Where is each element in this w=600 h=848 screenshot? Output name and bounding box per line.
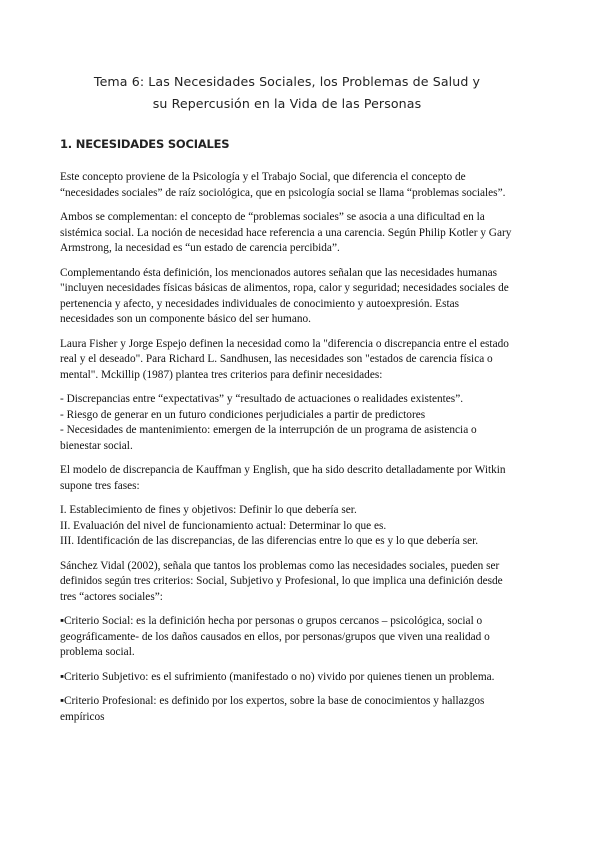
paragraph-fisher: Laura Fisher y Jorge Espejo definen la necesidad como la "diferencia o discrepancia entre el estado real y el deseado". Para Richard L. Sandhusen, las necesidades son "estados de carencia física o mental". Mckillip (1987) plantea tres criterios para definir necesidades: [60,337,509,381]
title-line-2: su Repercusión en la Vida de las Personas [152,96,422,111]
document-title [60,71,514,115]
list-item: - Necesidades de mantenimiento: emergen de la interrupción de un programa de asistencia o bienestar social. [60,424,477,452]
paragraph-complement: Ambos se complementan: el concepto de “problemas sociales” se asocia a una dificultad en la sistémica social. La noción de necesidad hace referencia a una carencia. Según Philip Kotler y Gary Armstrong, la necesidad es “un estado de carencia percibida”. [60,211,512,254]
criterion-subjective: ▪Criterio Subjetivo: es el sufrimiento (manifestado o no) vivido por quienes tienen un problema. [60,670,495,683]
list-item: II. Evaluación del nivel de funcionamiento actual: Determinar lo que es. [60,519,387,532]
criteria-list [60,392,514,454]
paragraph-sanchez: Sánchez Vidal (2002), señala que tantos los problemas como las necesidades sociales, pueden ser definidos según tres criterios: Social, Subjetivo y Profesional, lo que implica una definición desde tres “actores sociales”: [60,559,503,603]
document-body [60,170,514,725]
list-item: III. Identificación de las discrepancias, de las diferencias entre lo que es y lo que debería ser. [60,535,479,547]
paragraph-model: El modelo de discrepancia de Kauffman y English, que ha sido descrito detalladamente por Witkin supone tres fases: [60,464,506,492]
paragraph-origin: Este concepto proviene de la Psicología y el Trabajo Social, que diferencia el concepto de “necesidades sociales” de raíz sociológica, que en psicología social se llama “problemas sociales”. [60,171,506,199]
criterion-social: ▪Criterio Social: es la definición hecha por personas o grupos cercanos – psicológica, social o geográficamente- de los daños causados en ellos, por personas/grupos que viven una realidad o problema social. [60,615,490,658]
list-item: - Riesgo de generar en un futuro condiciones perjudiciales a partir de predictores [60,408,426,421]
list-item: - Discrepancias entre “expectativas” y “resultado de actuaciones o realidades existentes”. [60,393,464,405]
title-line-1: Tema 6: Las Necesidades Sociales, los Problemas de Salud y [93,74,481,89]
list-item: I. Establecimiento de fines y objetivos: Definir lo que debería ser. [60,504,357,516]
paragraph-kotler: Complementando ésta definición, los mencionados autores señalan que las necesidades humanas "incluyen necesidades físicas básicas de alimentos, ropa, calor y seguridad; necesidades sociales de pertenencia y afecto, y necesidades individuales de conocimiento y autoexpresión. Estas necesidades son un componente básico del ser humano. [60,266,509,325]
section-heading: 1. NECESIDADES SOCIALES [60,137,230,151]
phases-list [60,503,514,550]
criterion-professional: ▪Criterio Profesional: es definido por los expertos, sobre la base de conocimientos y hallazgos empíricos [60,695,485,723]
